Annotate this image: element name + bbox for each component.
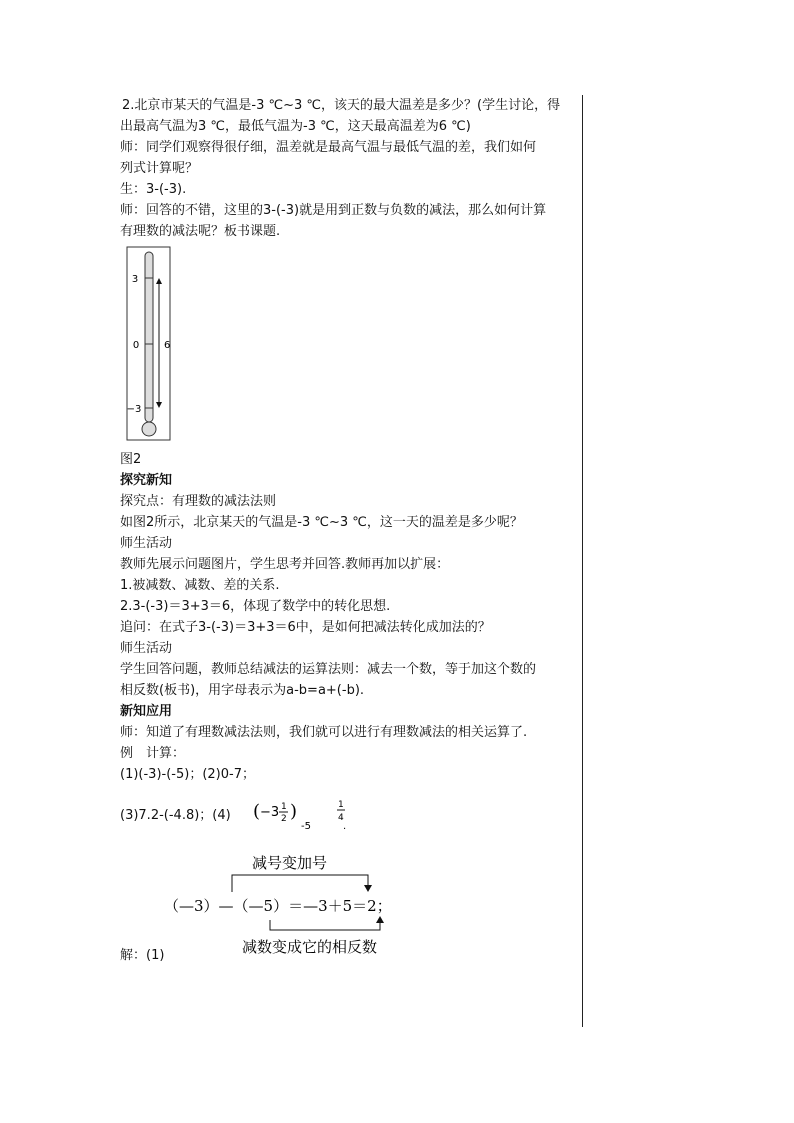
- para-line: 师生活动: [120, 641, 173, 656]
- para-line: 学生回答问题，教师总结减法的运算法则：减去一个数，等于加这个数的: [120, 662, 537, 677]
- frac-end: .: [343, 821, 347, 832]
- upper-text-block: [120, 95, 580, 242]
- solution-start: 解：(1): [120, 948, 165, 963]
- para-line: 师：回答的不错，这里的3-(-3)就是用到正数与负数的减法，那么如何计算: [120, 203, 547, 218]
- para-line: 如图2所示，北京某天的气温是-3 ℃~3 ℃，这一天的温差是多少呢？: [120, 515, 523, 530]
- para-line: 列式计算呢？: [120, 161, 199, 176]
- para-line: 例 计算：: [120, 746, 186, 761]
- bottom-annotation: 减数变成它的相反数: [242, 938, 378, 956]
- top-annotation: 减号变加号: [252, 854, 328, 872]
- thermometer-figure: [126, 246, 171, 441]
- para-line: 相反数(板书)，用字母表示为a-b=a+(-b).: [120, 683, 365, 698]
- frac-den: 2: [281, 814, 287, 824]
- frac-num2: 1: [338, 800, 344, 810]
- para-line: 教师先展示问题图片，学生思考并回答.教师再加以扩展：: [120, 557, 450, 572]
- right-border-line: [582, 95, 583, 1027]
- tick-3: 3: [131, 274, 139, 285]
- svg-text:): ): [290, 801, 298, 822]
- para-line: 2.北京市某天的气温是-3 ℃~3 ℃，该天的最大温差是多少？(学生讨论，得: [122, 98, 561, 113]
- subtraction-rule-diagram: [160, 850, 460, 960]
- tick-0: 0: [132, 340, 140, 351]
- para-line: 出最高气温为3 ℃，最低气温为-3 ℃，这天最高温差为6 ℃): [120, 119, 471, 134]
- tick-neg3: −3: [126, 404, 142, 415]
- para-line: 2.3-(-3)＝3+3＝6，体现了数学中的转化思想.: [120, 599, 391, 614]
- figure-caption: 图2: [120, 452, 142, 467]
- section-heading: 探究新知: [120, 473, 173, 488]
- para-line: 有理数的减法呢？板书课题.: [120, 224, 281, 239]
- frac-den2: 4: [338, 813, 344, 823]
- para-line: 师生活动: [120, 536, 173, 551]
- para-line: 生：3-(-3).: [120, 182, 187, 197]
- para-line: 追问：在式子3-(-3)＝3+3＝6中，是如何把减法转化成加法的？: [120, 620, 491, 635]
- frac-minus: -5: [301, 821, 311, 832]
- span-label: 6: [164, 340, 171, 351]
- para-line: 师：同学们观察得很仔细，温差就是最高气温与最低气温的差，我们如何: [120, 140, 537, 155]
- fraction-expression: [253, 795, 373, 835]
- para-line: 1.被减数、减数、差的关系.: [120, 578, 280, 593]
- frac-whole: −3: [260, 805, 280, 820]
- lower-text-block: [120, 470, 580, 826]
- equation-text: （—3）—（—5）＝—3＋5＝2；: [164, 897, 392, 915]
- section-heading: 新知应用: [120, 704, 173, 719]
- para-line: (3)7.2-(-4.8)；(4): [120, 808, 231, 823]
- frac-num: 1: [281, 802, 287, 812]
- para-line: 师：知道了有理数减法法则，我们就可以进行有理数减法的相关运算了.: [120, 725, 528, 740]
- svg-text:(: (: [253, 801, 261, 822]
- para-line: 探究点：有理数的减法法则: [120, 494, 277, 509]
- para-line: (1)(-3)-(-5)；(2)0-7；: [120, 767, 255, 782]
